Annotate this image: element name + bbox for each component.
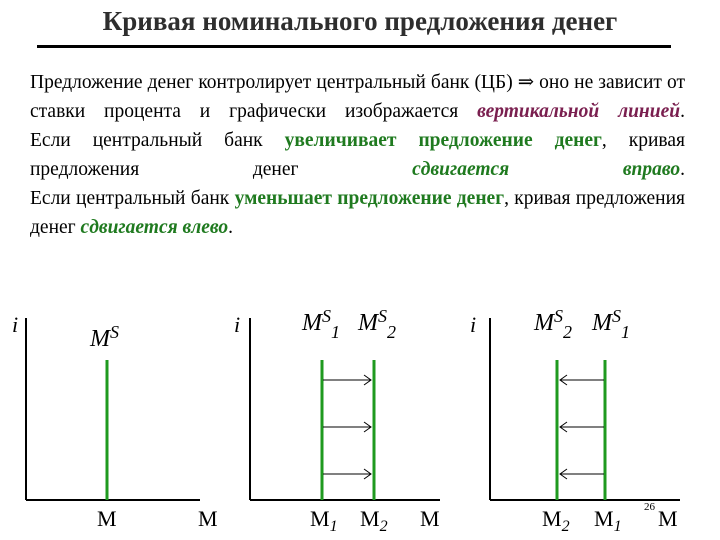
graph-2-shift-arrows (323, 375, 371, 479)
graph-2-curve-label-1: $M^S_1$ (302, 306, 340, 342)
graph-2-tick-label-2: $M_2$ (360, 506, 388, 535)
p3-start: Если центральный банк (30, 188, 235, 209)
graph-2 (234, 306, 440, 535)
p1-text: Предложение денег контролирует центральный банк (ЦБ) ⇒ оно не зависит от ставки процента и графически изображается (30, 72, 685, 122)
graph-2-tick-label-1: $M_1$ (310, 506, 338, 535)
p2-start: Если центральный банк (30, 130, 285, 151)
p1-end: . (680, 101, 685, 122)
graph-1 (12, 312, 218, 531)
p3-end: . (228, 217, 233, 238)
p2-verb: увеличивает предложение денег (284, 130, 602, 151)
graph-1-tick-label: M (97, 506, 117, 531)
graph-3 (470, 306, 680, 535)
graph-2-y-label: i (234, 312, 241, 337)
p2-shift: сдвигается вправо (412, 159, 681, 180)
graph-3-tick-label-2: $M_2$ (542, 506, 570, 535)
graph-3-curve-label-1: $M^S_1$ (592, 306, 630, 342)
paragraph-1 (30, 68, 685, 126)
graph-3-y-label: i (470, 312, 477, 337)
graph-3-tick-label-1: $M_1$ (594, 506, 622, 535)
graph-3-curve-label-2: $M^S_2$ (534, 306, 572, 342)
p2-end: . (680, 159, 685, 180)
graph-3-shift-arrows (560, 375, 604, 479)
p3-mid: , кривая предложения денег (30, 188, 685, 238)
graph-2-x-label: M (420, 506, 440, 531)
graph-3-x-label: M (658, 506, 678, 531)
p1-emphasis: вертикальной линией (477, 101, 681, 122)
p3-verb: уменьшает предложение денег (234, 188, 505, 209)
body-text (30, 68, 685, 242)
graph-1-curve-label: $M^S$ (90, 322, 119, 352)
graph-1-x-label: M (198, 506, 218, 531)
paragraph-3 (30, 184, 685, 242)
money-supply-graphs (0, 300, 720, 540)
slide-number: 26 (644, 501, 655, 513)
graph-2-curve-label-2: $M^S_2$ (358, 306, 396, 342)
graph-1-y-label: i (12, 312, 19, 337)
title-underline (37, 45, 671, 48)
p3-shift: сдвигается влево (80, 217, 229, 238)
slide-title: Кривая номинального предложения денег (102, 6, 618, 36)
p2-mid: , кривая предложения денег (30, 130, 685, 180)
paragraph-2 (30, 126, 685, 184)
